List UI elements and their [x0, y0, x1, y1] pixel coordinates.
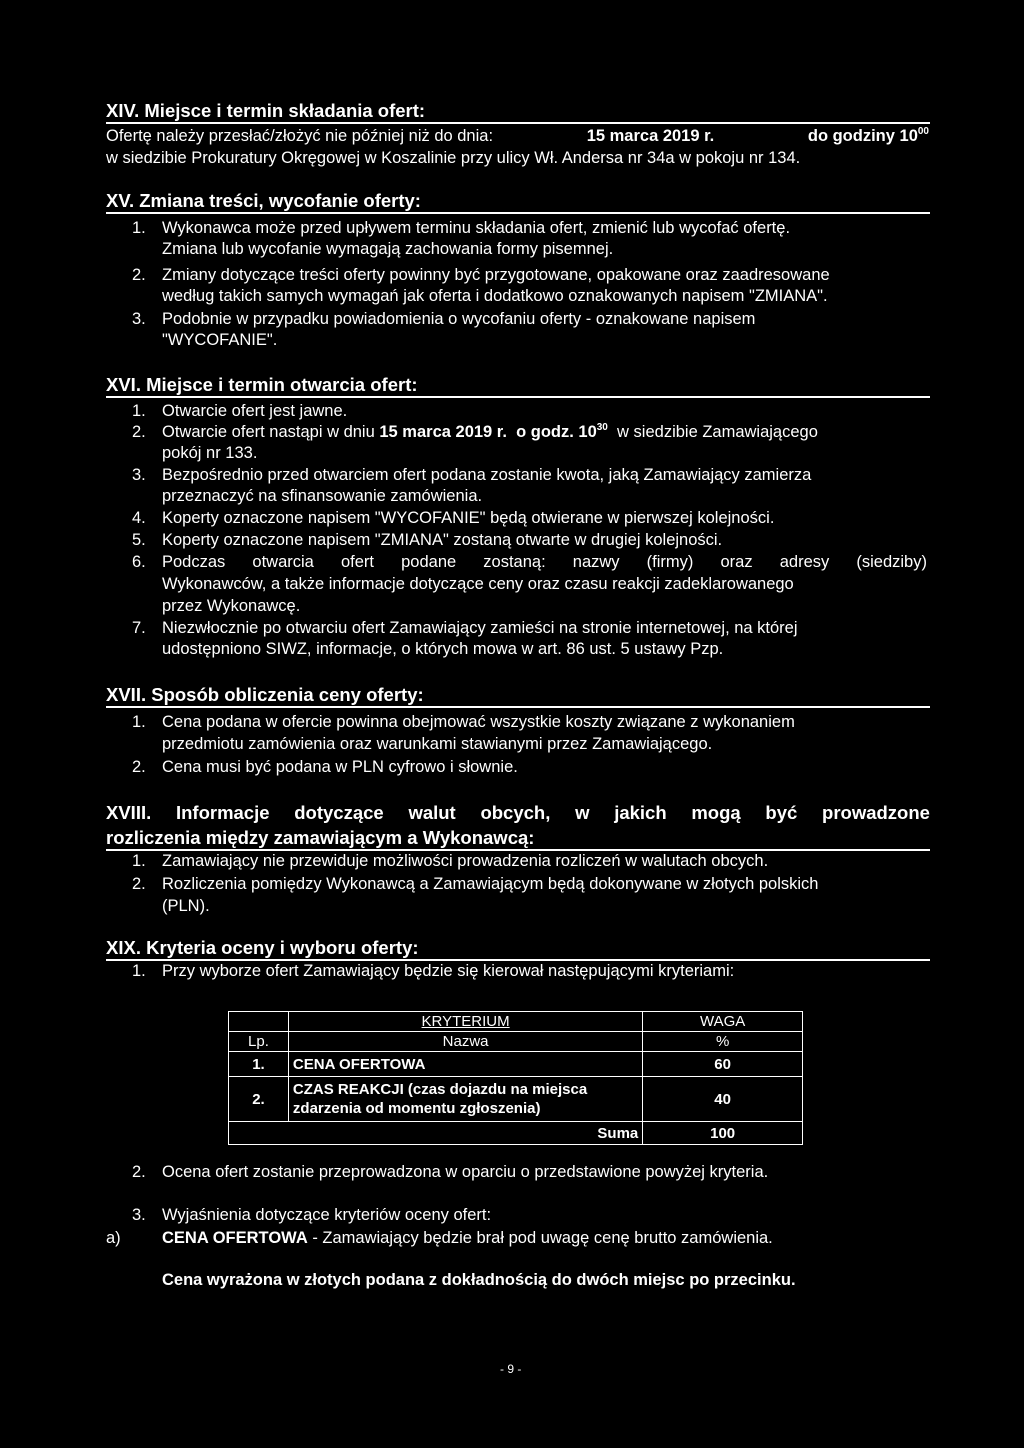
list-number: 3.: [132, 310, 146, 328]
section-xix-heading: XIX. Kryteria oceny i wyboru oferty:: [106, 937, 419, 958]
list-number: 2.: [132, 266, 146, 284]
list-item-text: Koperty oznaczone napisem "ZMIANA" zostaną otwarte w drugiej kolejności.: [162, 531, 723, 549]
list-number: 4.: [132, 509, 146, 527]
list-item-text: (PLN).: [162, 897, 210, 915]
page-number: - 9 -: [500, 1362, 522, 1376]
list-item-text: CENA OFERTOWA - Zamawiający będzie brał pod uwagę cenę brutto zamówienia.: [162, 1229, 773, 1247]
list-item-text: Zmiana lub wycofanie wymagają zachowania formy pisemnej.: [162, 240, 614, 258]
deadline-intro: Ofertę należy przesłać/złożyć nie później niż do dnia:: [106, 127, 494, 145]
list-item-text: Podczas otwarcia ofert podane zostaną: nazwy (firmy) oraz adresy (siedziby): [162, 553, 927, 571]
list-item-text: Cena musi być podana w PLN cyfrowo i słownie.: [162, 758, 518, 776]
list-item-text: przez Wykonawcę.: [162, 597, 301, 615]
deadline-date: 15 marca 2019 r.: [586, 127, 715, 145]
opening-time: o godz. $10^{30}$: [516, 422, 608, 441]
list-item-text: według takich samych wymagań jak oferta i dodatkowo oznakowanych napisem "ZMIANA".: [162, 287, 828, 305]
list-item-text: Ocena ofert zostanie przeprowadzona w oparciu o przedstawione powyżej kryteria.: [162, 1163, 769, 1181]
list-number: 3.: [132, 1206, 146, 1224]
table-cell: [229, 1012, 289, 1032]
lp-cell: 1.: [229, 1052, 289, 1077]
list-number: 1.: [132, 713, 146, 731]
section-xiv-line1: [106, 127, 929, 146]
list-item-text: Wykonawców, a także informacje dotyczące ceny oraz czasu reakcji zadeklarowanego: [162, 575, 794, 593]
list-number: 3.: [132, 466, 146, 484]
list-item-text: udostępniono SIWZ, informacje, o których mowa w art. 86 ust. 5 ustawy Pzp.: [162, 640, 724, 658]
list-item-text: Otwarcie ofert jest jawne.: [162, 402, 348, 420]
opening-date-line: Otwarcie ofert nastąpi w dniu 15 marca 2019 r. o godz. $10^{30}$ w siedzibie Zamawiającego: [162, 422, 818, 441]
price-precision-note: Cena wyrażona w złotych podana z dokładnością do dwóch miejsc po przecinku.: [162, 1271, 796, 1289]
criterion-weight: 60: [643, 1052, 803, 1077]
section-xvi-heading: XVI. Miejsce i termin otwarcia ofert:: [106, 374, 418, 395]
weight-header: WAGA: [643, 1012, 803, 1032]
list-item-text: Zamawiający nie przewiduje możliwości prowadzenia rozliczeń w walutach obcych.: [162, 852, 769, 870]
list-item-text: Zmiany dotyczące treści oferty powinny być przygotowane, opakowane oraz zaadresowane: [162, 266, 830, 284]
list-number: 1.: [132, 962, 146, 980]
section-xiv-line2: w siedzibie Prokuratury Okręgowej w Koszalinie przy ulicy Wł. Andersa nr 34a w pokoju nr 134.: [106, 149, 801, 167]
list-item-text: Rozliczenia pomiędzy Wykonawcą a Zamawiającym będą dokonywane w złotych polskich: [162, 875, 819, 893]
list-item-text: pokój nr 133.: [162, 444, 258, 462]
list-number: 1.: [132, 402, 146, 420]
opening-date: 15 marca 2019 r.: [379, 423, 507, 441]
table-row: [229, 1122, 803, 1145]
lp-cell: 2.: [229, 1077, 289, 1122]
list-item-text: Wykonawca może przed upływem terminu składania ofert, zmienić lub wycofać ofertę.: [162, 219, 791, 237]
deadline-time: do godziny $10^{00}$: [807, 126, 929, 145]
list-item-text: Cena podana w ofercie powinna obejmować wszystkie koszty związane z wykonaniem: [162, 713, 795, 731]
section-xv-heading: XV. Zmiana treści, wycofanie oferty:: [106, 190, 421, 211]
heading-rule: [106, 396, 930, 398]
sum-label: Suma: [229, 1122, 643, 1145]
list-item-text: przedmiotu zamówienia oraz warunkami stawianymi przez Zamawiającego.: [162, 735, 713, 753]
section-xiv-heading: XIV. Miejsce i termin składania ofert:: [106, 100, 426, 121]
list-item-text: Wyjaśnienia dotyczące kryteriów oceny ofert:: [162, 1206, 492, 1224]
table-row: [229, 1012, 803, 1032]
criterion-name: CENA OFERTOWA: [288, 1052, 642, 1077]
heading-rule: [106, 849, 930, 851]
heading-rule: [106, 706, 930, 708]
lp-header: Lp.: [229, 1032, 289, 1052]
criteria-header: KRYTERIUM: [288, 1012, 642, 1032]
list-item-text: Przy wyborze ofert Zamawiający będzie się kierował następującymi kryteriami:: [162, 962, 735, 980]
list-number: 2.: [132, 1163, 146, 1181]
list-number: 2.: [132, 423, 146, 441]
table-row: [229, 1032, 803, 1052]
section-xvii-heading: XVII. Sposób obliczenia ceny oferty:: [106, 684, 424, 705]
heading-rule: [106, 959, 930, 961]
list-number: 2.: [132, 758, 146, 776]
list-item-text: Podobnie w przypadku powiadomienia o wycofaniu oferty - oznakowane napisem: [162, 310, 756, 328]
criterion-name: CZAS REAKCJI (czas dojazdu na miejsca zdarzenia od momentu zgłoszenia): [288, 1077, 642, 1122]
list-number: 6.: [132, 553, 146, 571]
list-item-text: "WYCOFANIE".: [162, 331, 278, 349]
list-number: 7.: [132, 619, 146, 637]
criterion-weight: 40: [643, 1077, 803, 1122]
list-item-text: przeznaczyć na sfinansowanie zamówienia.: [162, 487, 483, 505]
table-row: [229, 1077, 803, 1122]
list-letter: a): [106, 1229, 121, 1247]
heading-rule: [106, 212, 930, 214]
list-item-text: Bezpośrednio przed otwarciem ofert podana zostanie kwota, jaką Zamawiający zamierza: [162, 466, 812, 484]
criteria-table: [228, 1011, 803, 1145]
name-header: Nazwa: [288, 1032, 642, 1052]
sum-value: 100: [643, 1122, 803, 1145]
table-row: [229, 1052, 803, 1077]
list-item-text: Niezwłocznie po otwarciu ofert Zamawiający zamieści na stronie internetowej, na której: [162, 619, 798, 637]
section-xviii-heading-line2: rozliczenia między zamawiającym a Wykonawcą:: [106, 827, 535, 848]
list-number: 5.: [132, 531, 146, 549]
list-number: 2.: [132, 875, 146, 893]
list-number: 1.: [132, 219, 146, 237]
heading-rule: [106, 122, 930, 124]
list-number: 1.: [132, 852, 146, 870]
percent-header: %: [643, 1032, 803, 1052]
list-item-text: Koperty oznaczone napisem "WYCOFANIE" będą otwierane w pierwszej kolejności.: [162, 509, 775, 527]
section-xviii-heading-line1: XVIII. Informacje dotyczące walut obcych, w jakich mogą być prowadzone: [106, 802, 930, 823]
